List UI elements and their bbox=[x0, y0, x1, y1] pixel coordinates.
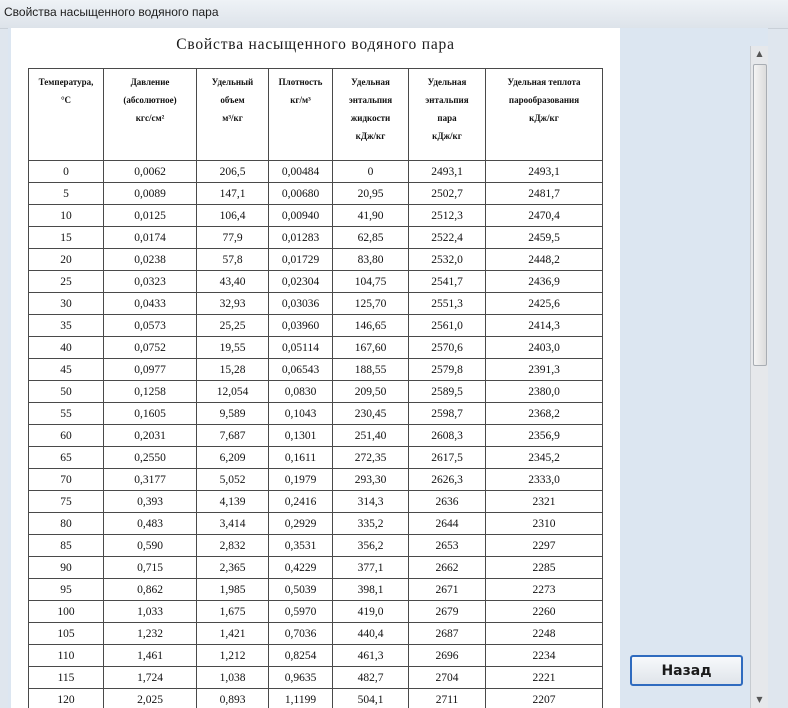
table-cell: 167,60 bbox=[333, 337, 409, 359]
table-cell: 0,0573 bbox=[104, 315, 197, 337]
table-cell: 2345,2 bbox=[486, 447, 603, 469]
table-row bbox=[29, 249, 603, 271]
table-cell: 1,421 bbox=[197, 623, 269, 645]
table-row bbox=[29, 601, 603, 623]
table-cell: 80 bbox=[29, 513, 104, 535]
table-cell: 41,90 bbox=[333, 205, 409, 227]
table-cell: 70 bbox=[29, 469, 104, 491]
table-cell: 230,45 bbox=[333, 403, 409, 425]
table-cell: 25,25 bbox=[197, 315, 269, 337]
column-header-line: кг/м³ bbox=[290, 95, 311, 105]
table-row bbox=[29, 513, 603, 535]
table-cell: 2285 bbox=[486, 557, 603, 579]
table-cell: 2532,0 bbox=[409, 249, 486, 271]
table-cell: 3,414 bbox=[197, 513, 269, 535]
table-cell: 2260 bbox=[486, 601, 603, 623]
table-cell: 2436,9 bbox=[486, 271, 603, 293]
table-cell: 106,4 bbox=[197, 205, 269, 227]
column-header-line: Удельный bbox=[211, 77, 254, 87]
table-cell: 293,30 bbox=[333, 469, 409, 491]
table-cell: 19,55 bbox=[197, 337, 269, 359]
table-cell: 2608,3 bbox=[409, 425, 486, 447]
table-cell: 77,9 bbox=[197, 227, 269, 249]
table-cell: 2,025 bbox=[104, 689, 197, 708]
table-cell: 0,05114 bbox=[269, 337, 333, 359]
table-cell: 0,3531 bbox=[269, 535, 333, 557]
table-cell: 20,95 bbox=[333, 183, 409, 205]
table-cell: 90 bbox=[29, 557, 104, 579]
table-row bbox=[29, 403, 603, 425]
table-cell: 2,365 bbox=[197, 557, 269, 579]
table-row bbox=[29, 315, 603, 337]
table-cell: 2403,0 bbox=[486, 337, 603, 359]
column-header-line: пара bbox=[437, 113, 457, 123]
table-cell: 0,0089 bbox=[104, 183, 197, 205]
table-cell: 272,35 bbox=[333, 447, 409, 469]
table-cell: 75 bbox=[29, 491, 104, 513]
table-cell: 0,1979 bbox=[269, 469, 333, 491]
table-cell: 32,93 bbox=[197, 293, 269, 315]
column-header-line: кДж/кг bbox=[355, 131, 386, 141]
table-row bbox=[29, 381, 603, 403]
table-cell: 0,715 bbox=[104, 557, 197, 579]
table-cell: 15,28 bbox=[197, 359, 269, 381]
table-cell: 0 bbox=[333, 161, 409, 183]
table-cell: 2617,5 bbox=[409, 447, 486, 469]
table-cell: 482,7 bbox=[333, 667, 409, 689]
scroll-up-icon[interactable]: ▲ bbox=[756, 49, 763, 58]
table-cell: 0,0433 bbox=[104, 293, 197, 315]
table-cell: 2297 bbox=[486, 535, 603, 557]
table-cell: 146,65 bbox=[333, 315, 409, 337]
column-header-line: Удельная bbox=[351, 77, 390, 87]
table-cell: 440,4 bbox=[333, 623, 409, 645]
table-cell: 0,393 bbox=[104, 491, 197, 513]
table-cell: 0,0062 bbox=[104, 161, 197, 183]
column-header bbox=[409, 69, 486, 161]
table-cell: 2391,3 bbox=[486, 359, 603, 381]
table-cell: 2493,1 bbox=[409, 161, 486, 183]
table-row bbox=[29, 227, 603, 249]
column-header bbox=[29, 69, 104, 161]
column-header-line: жидкости bbox=[350, 113, 391, 123]
table-cell: 1,038 bbox=[197, 667, 269, 689]
table-cell: 83,80 bbox=[333, 249, 409, 271]
table-cell: 0,5039 bbox=[269, 579, 333, 601]
table-cell: 251,40 bbox=[333, 425, 409, 447]
table-row bbox=[29, 667, 603, 689]
table-cell: 419,0 bbox=[333, 601, 409, 623]
table-cell: 2679 bbox=[409, 601, 486, 623]
table-cell: 1,675 bbox=[197, 601, 269, 623]
table-cell: 2589,5 bbox=[409, 381, 486, 403]
table-cell: 2221 bbox=[486, 667, 603, 689]
table-cell: 0,0125 bbox=[104, 205, 197, 227]
table-cell: 10 bbox=[29, 205, 104, 227]
table-cell: 0 bbox=[29, 161, 104, 183]
table-cell: 45 bbox=[29, 359, 104, 381]
table-cell: 2470,4 bbox=[486, 205, 603, 227]
table-cell: 0,1301 bbox=[269, 425, 333, 447]
column-header-line: °C bbox=[60, 95, 72, 105]
table-row bbox=[29, 689, 603, 708]
table-cell: 0,1605 bbox=[104, 403, 197, 425]
table-cell: 209,50 bbox=[333, 381, 409, 403]
table-cell: 0,2031 bbox=[104, 425, 197, 447]
table-cell: 1,033 bbox=[104, 601, 197, 623]
table-cell: 100 bbox=[29, 601, 104, 623]
table-cell: 0,1043 bbox=[269, 403, 333, 425]
table-row bbox=[29, 557, 603, 579]
table-cell: 0,4229 bbox=[269, 557, 333, 579]
table-row bbox=[29, 359, 603, 381]
scroll-thumb[interactable] bbox=[753, 64, 767, 366]
table-cell: 0,0174 bbox=[104, 227, 197, 249]
column-header-line: Температура, bbox=[38, 77, 94, 87]
table-cell: 206,5 bbox=[197, 161, 269, 183]
table-cell: 2711 bbox=[409, 689, 486, 708]
table-cell: 0,0830 bbox=[269, 381, 333, 403]
table-cell: 7,687 bbox=[197, 425, 269, 447]
window-titlebar bbox=[0, 0, 788, 29]
table-cell: 120 bbox=[29, 689, 104, 708]
column-header-line: кгс/см² bbox=[135, 113, 165, 123]
table-row bbox=[29, 469, 603, 491]
table-cell: 1,461 bbox=[104, 645, 197, 667]
table-cell: 0,0238 bbox=[104, 249, 197, 271]
table-cell: 65 bbox=[29, 447, 104, 469]
table-cell: 57,8 bbox=[197, 249, 269, 271]
column-header-line: объем bbox=[220, 95, 245, 105]
column-header-line: энтальпия bbox=[348, 95, 393, 105]
column-header-line: Удельная bbox=[427, 77, 467, 87]
vertical-scrollbar[interactable] bbox=[750, 46, 768, 708]
table-cell: 115 bbox=[29, 667, 104, 689]
column-header bbox=[333, 69, 409, 161]
table-cell: 2493,1 bbox=[486, 161, 603, 183]
table-cell: 2644 bbox=[409, 513, 486, 535]
table-cell: 55 bbox=[29, 403, 104, 425]
table-cell: 2321 bbox=[486, 491, 603, 513]
column-header bbox=[104, 69, 197, 161]
table-cell: 2502,7 bbox=[409, 183, 486, 205]
table-cell: 1,985 bbox=[197, 579, 269, 601]
table-body bbox=[29, 161, 603, 708]
table-cell: 4,139 bbox=[197, 491, 269, 513]
table-cell: 0,8254 bbox=[269, 645, 333, 667]
table-cell: 12,054 bbox=[197, 381, 269, 403]
table-cell: 50 bbox=[29, 381, 104, 403]
table-cell: 25 bbox=[29, 271, 104, 293]
table-cell: 104,75 bbox=[333, 271, 409, 293]
table-cell: 35 bbox=[29, 315, 104, 337]
table-cell: 105 bbox=[29, 623, 104, 645]
column-header bbox=[269, 69, 333, 161]
column-header bbox=[486, 69, 603, 161]
table-cell: 0,00680 bbox=[269, 183, 333, 205]
table-cell: 20 bbox=[29, 249, 104, 271]
column-header-line: кДж/кг bbox=[529, 113, 559, 123]
column-header-line: парообразования bbox=[508, 95, 580, 105]
table-cell: 62,85 bbox=[333, 227, 409, 249]
table-header-row bbox=[29, 69, 603, 161]
table-cell: 2541,7 bbox=[409, 271, 486, 293]
table-cell: 15 bbox=[29, 227, 104, 249]
table-cell: 0,5970 bbox=[269, 601, 333, 623]
table-cell: 125,70 bbox=[333, 293, 409, 315]
scroll-down-icon[interactable]: ▼ bbox=[756, 695, 763, 704]
table-cell: 1,724 bbox=[104, 667, 197, 689]
table-cell: 0,0323 bbox=[104, 271, 197, 293]
table-row bbox=[29, 491, 603, 513]
table-cell: 2,832 bbox=[197, 535, 269, 557]
table-cell: 2598,7 bbox=[409, 403, 486, 425]
table-row bbox=[29, 645, 603, 667]
column-header-line: Плотность bbox=[278, 77, 323, 87]
table-cell: 2626,3 bbox=[409, 469, 486, 491]
table-cell: 9,589 bbox=[197, 403, 269, 425]
table-cell: 5,052 bbox=[197, 469, 269, 491]
table-cell: 0,9635 bbox=[269, 667, 333, 689]
table-cell: 0,0977 bbox=[104, 359, 197, 381]
table-cell: 0,01283 bbox=[269, 227, 333, 249]
table-row bbox=[29, 623, 603, 645]
table-cell: 356,2 bbox=[333, 535, 409, 557]
column-header-line: энтальпия bbox=[425, 95, 469, 105]
table-cell: 0,862 bbox=[104, 579, 197, 601]
table-cell: 2687 bbox=[409, 623, 486, 645]
table-cell: 0,2550 bbox=[104, 447, 197, 469]
back-button[interactable]: Назад bbox=[630, 655, 743, 686]
table-row bbox=[29, 337, 603, 359]
table-cell: 0,01729 bbox=[269, 249, 333, 271]
table-cell: 2310 bbox=[486, 513, 603, 535]
column-header-line: Давление bbox=[130, 77, 170, 87]
table-cell: 43,40 bbox=[197, 271, 269, 293]
table-cell: 2671 bbox=[409, 579, 486, 601]
steam-properties-sheet bbox=[11, 28, 620, 708]
table-cell: 1,232 bbox=[104, 623, 197, 645]
table-cell: 335,2 bbox=[333, 513, 409, 535]
table-cell: 0,2416 bbox=[269, 491, 333, 513]
table-row bbox=[29, 579, 603, 601]
table-cell: 2551,3 bbox=[409, 293, 486, 315]
sheet-title: Свойства насыщенного водяного пара bbox=[176, 36, 455, 53]
table-row bbox=[29, 293, 603, 315]
table-cell: 0,1258 bbox=[104, 381, 197, 403]
table-cell: 2561,0 bbox=[409, 315, 486, 337]
column-header-line: Удельная теплота bbox=[507, 77, 581, 87]
table-cell: 2248 bbox=[486, 623, 603, 645]
table-cell: 6,209 bbox=[197, 447, 269, 469]
table-cell: 110 bbox=[29, 645, 104, 667]
table-row bbox=[29, 447, 603, 469]
window-title: Свойства насыщенного водяного пара bbox=[4, 5, 219, 19]
table-cell: 60 bbox=[29, 425, 104, 447]
table-cell: 2459,5 bbox=[486, 227, 603, 249]
table-cell: 2570,6 bbox=[409, 337, 486, 359]
column-header bbox=[197, 69, 269, 161]
table-cell: 2704 bbox=[409, 667, 486, 689]
table-cell: 5 bbox=[29, 183, 104, 205]
table-cell: 0,03036 bbox=[269, 293, 333, 315]
table-cell: 2368,2 bbox=[486, 403, 603, 425]
table-cell: 398,1 bbox=[333, 579, 409, 601]
column-header-line: кДж/кг bbox=[432, 131, 462, 141]
table-cell: 2234 bbox=[486, 645, 603, 667]
table-cell: 504,1 bbox=[333, 689, 409, 708]
table-cell: 0,893 bbox=[197, 689, 269, 708]
table-cell: 0,00484 bbox=[269, 161, 333, 183]
table-cell: 0,02304 bbox=[269, 271, 333, 293]
steam-properties-table bbox=[28, 68, 603, 708]
table-row bbox=[29, 535, 603, 557]
table-cell: 0,03960 bbox=[269, 315, 333, 337]
table-cell: 2414,3 bbox=[486, 315, 603, 337]
table-cell: 188,55 bbox=[333, 359, 409, 381]
table-cell: 0,06543 bbox=[269, 359, 333, 381]
column-header-line: (абсолютное) bbox=[123, 95, 177, 105]
table-cell: 2696 bbox=[409, 645, 486, 667]
table-cell: 0,2929 bbox=[269, 513, 333, 535]
table-cell: 2512,3 bbox=[409, 205, 486, 227]
table-cell: 0,1611 bbox=[269, 447, 333, 469]
table-cell: 2448,2 bbox=[486, 249, 603, 271]
table-cell: 1,212 bbox=[197, 645, 269, 667]
table-cell: 2425,6 bbox=[486, 293, 603, 315]
table-cell: 0,483 bbox=[104, 513, 197, 535]
table-cell: 314,3 bbox=[333, 491, 409, 513]
table-cell: 2522,4 bbox=[409, 227, 486, 249]
table-cell: 377,1 bbox=[333, 557, 409, 579]
table-cell: 0,00940 bbox=[269, 205, 333, 227]
table-cell: 2653 bbox=[409, 535, 486, 557]
table-cell: 0,3177 bbox=[104, 469, 197, 491]
table-cell: 30 bbox=[29, 293, 104, 315]
table-cell: 2273 bbox=[486, 579, 603, 601]
table-row bbox=[29, 161, 603, 183]
table-cell: 2662 bbox=[409, 557, 486, 579]
table-cell: 0,7036 bbox=[269, 623, 333, 645]
table-cell: 2333,0 bbox=[486, 469, 603, 491]
table-row bbox=[29, 271, 603, 293]
table-cell: 2356,9 bbox=[486, 425, 603, 447]
column-header-line: м³/кг bbox=[222, 113, 243, 123]
table-cell: 85 bbox=[29, 535, 104, 557]
table-cell: 147,1 bbox=[197, 183, 269, 205]
table-row bbox=[29, 205, 603, 227]
table-cell: 0,0752 bbox=[104, 337, 197, 359]
table-cell: 1,1199 bbox=[269, 689, 333, 708]
table-cell: 0,590 bbox=[104, 535, 197, 557]
table-cell: 2481,7 bbox=[486, 183, 603, 205]
table-cell: 2380,0 bbox=[486, 381, 603, 403]
table-row bbox=[29, 425, 603, 447]
table-cell: 2579,8 bbox=[409, 359, 486, 381]
table-cell: 40 bbox=[29, 337, 104, 359]
table-cell: 2636 bbox=[409, 491, 486, 513]
table-cell: 95 bbox=[29, 579, 104, 601]
table-row bbox=[29, 183, 603, 205]
table-cell: 461,3 bbox=[333, 645, 409, 667]
table-cell: 2207 bbox=[486, 689, 603, 708]
